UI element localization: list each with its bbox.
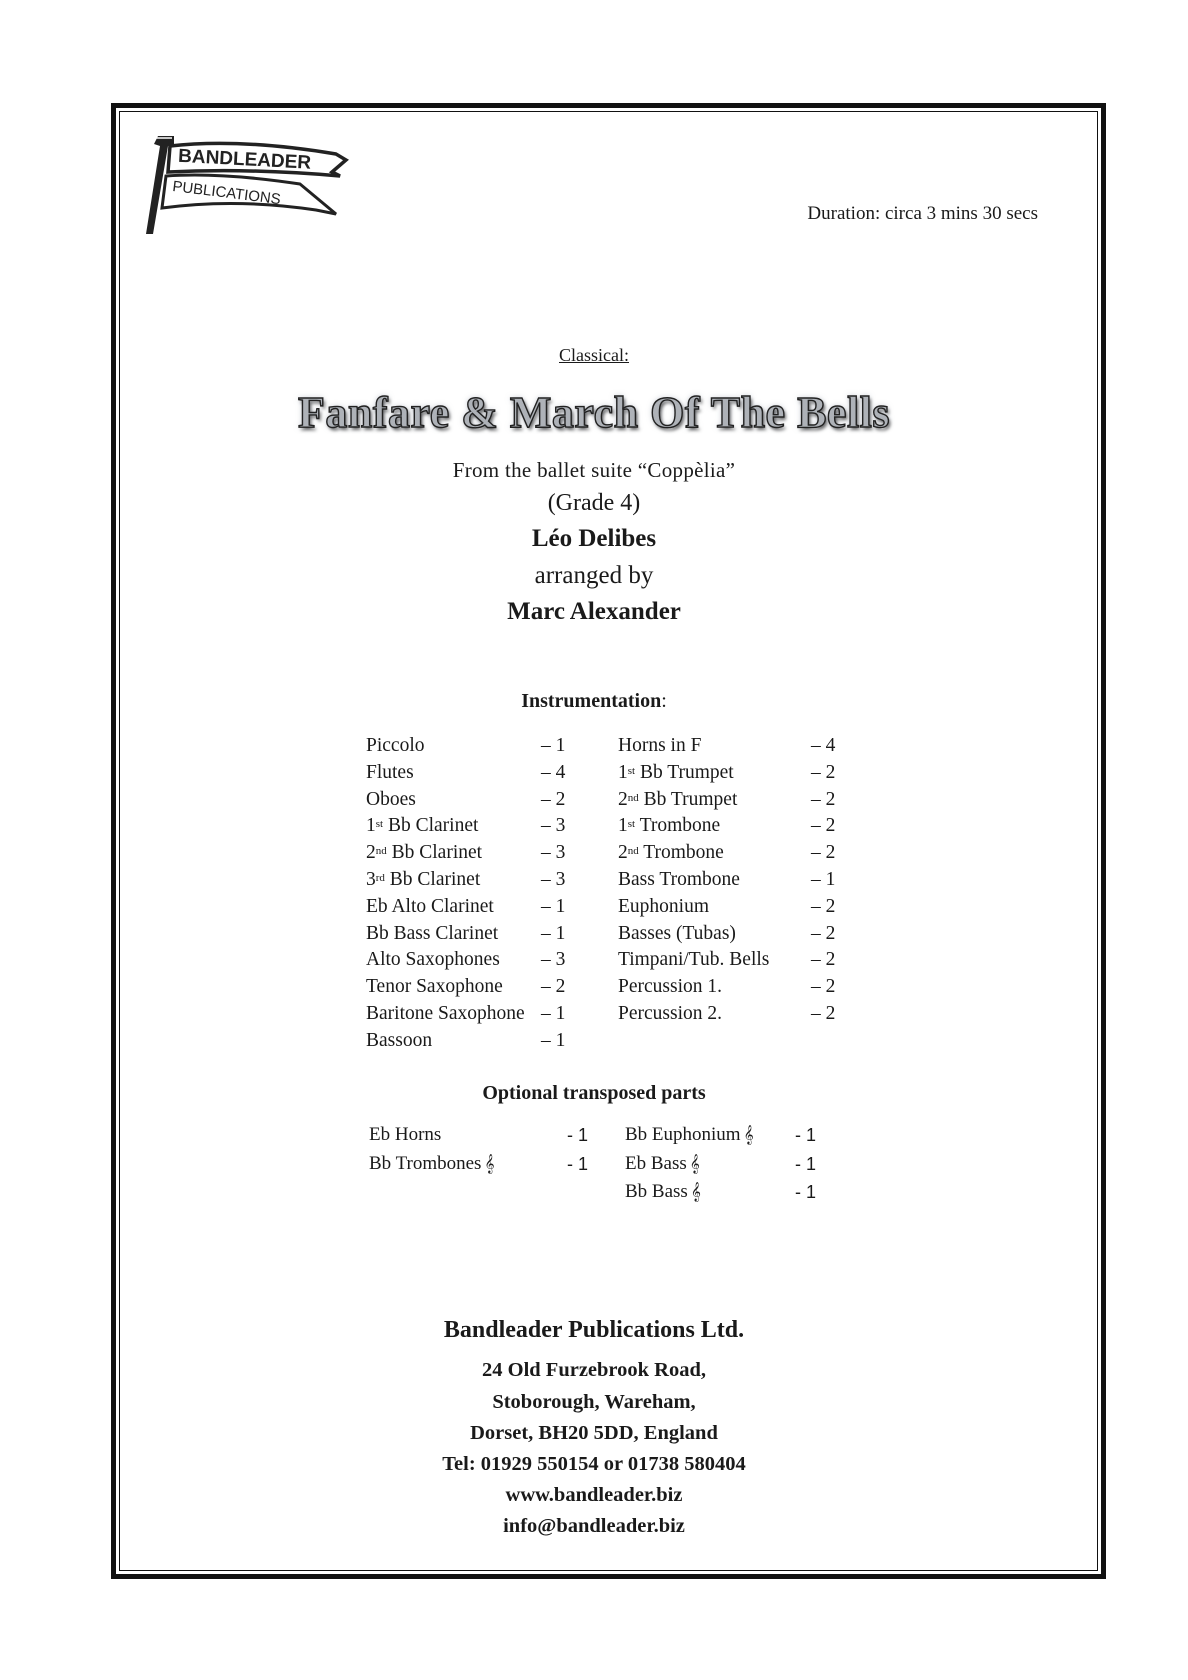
- ordinal-suffix: st: [627, 818, 636, 831]
- instrument-name: [366, 840, 482, 867]
- instrumentation-heading: [0, 690, 1188, 713]
- instrument-quantity: – 2: [541, 788, 566, 810]
- instrument-row: [618, 760, 838, 787]
- optional-part-quantity: - 1: [795, 1182, 817, 1202]
- composer: Léo Delibes: [531, 525, 657, 552]
- instrument-name: [366, 1001, 525, 1028]
- instrument-name-text: 2: [618, 842, 628, 864]
- address-line: Tel: 01929 550154 or 01738 580404: [442, 1453, 746, 1475]
- ordinal-suffix: st: [627, 764, 636, 777]
- instrument-name-rest: Bb Clarinet: [386, 842, 483, 864]
- ordinal-suffix: nd: [627, 791, 639, 804]
- subtitle: From the ballet suite “Coppèlia”: [452, 458, 736, 482]
- instrument-name: [618, 894, 709, 921]
- instrument-row: [618, 813, 838, 840]
- instrument-row: [366, 921, 582, 948]
- grade: (Grade 4): [547, 490, 641, 516]
- instrument-row: [618, 947, 838, 974]
- optional-part-name: Bb Euphonium: [625, 1124, 741, 1145]
- address-line: info@bandleader.biz: [503, 1515, 685, 1537]
- instrument-name-rest: Bb Clarinet: [383, 815, 479, 837]
- instrument-row: [618, 894, 838, 921]
- optional-part-row: [625, 1121, 845, 1150]
- instrument-name-text: Euphonium: [618, 895, 709, 917]
- instrument-name-text: Percussion 2.: [618, 1002, 722, 1024]
- instrument-name-rest: Trombone: [635, 815, 721, 837]
- optional-parts-left: [369, 1121, 594, 1178]
- instrumentation-colon: :: [661, 690, 667, 712]
- instrument-name: [366, 974, 503, 1001]
- instrument-row: [366, 867, 582, 894]
- instrument-quantity: – 2: [541, 976, 566, 998]
- instrument-name-text: Oboes: [366, 788, 416, 810]
- instrument-row: [366, 947, 582, 974]
- instrument-name: [618, 733, 701, 760]
- arranger: Marc Alexander: [507, 598, 681, 625]
- instrument-quantity: – 1: [541, 1002, 566, 1024]
- instrument-name-text: Horns in F: [618, 735, 702, 756]
- instrument-name-text: Alto Saxophones: [366, 949, 500, 971]
- instrument-name-text: Basses (Tubas): [618, 922, 736, 944]
- instrument-row: [366, 1001, 582, 1028]
- ordinal-suffix: st: [375, 818, 384, 831]
- logo-line1: BANDLEADER: [177, 145, 312, 174]
- address-line: www.bandleader.biz: [505, 1484, 683, 1506]
- instrument-quantity: – 2: [811, 788, 836, 810]
- page-border-inner: [119, 111, 1098, 1571]
- ordinal-suffix: nd: [627, 845, 639, 858]
- instrument-row: [618, 787, 838, 814]
- instrument-name-rest: Trombone: [638, 842, 724, 864]
- instrument-name: [618, 787, 737, 814]
- ordinal-suffix: nd: [375, 845, 387, 858]
- optional-part-quantity: - 1: [567, 1153, 589, 1174]
- instrument-quantity: – 2: [811, 949, 836, 971]
- instrument-name-text: Baritone Saxophone: [366, 1002, 525, 1024]
- instrument-row: [618, 867, 838, 894]
- arranged-by: arranged by: [534, 562, 654, 589]
- optional-parts-right: [625, 1121, 845, 1207]
- instrument-quantity: – 2: [811, 761, 836, 783]
- instrument-name-text: 3: [366, 868, 376, 890]
- instrument-row: [618, 733, 838, 760]
- optional-part-row: [369, 1150, 594, 1179]
- instrument-row: [366, 894, 582, 921]
- instrument-name: [366, 733, 425, 760]
- duration: Duration: circa 3 mins 30 secs: [807, 203, 1038, 224]
- instrument-list-right: [618, 733, 838, 1028]
- optional-part-row: [369, 1121, 594, 1150]
- instrument-quantity: – 2: [811, 922, 836, 944]
- instrument-name: [366, 894, 494, 921]
- instrument-name-rest: Bb Trumpet: [635, 761, 734, 783]
- address-line: 24 Old Furzebrook Road,: [482, 1359, 706, 1381]
- instrument-quantity: – 2: [811, 1002, 836, 1024]
- instrument-name: [366, 867, 480, 894]
- treble-clef-icon: 𝄞: [743, 1125, 754, 1144]
- instrument-row: [366, 974, 582, 1001]
- instrument-name: [366, 947, 500, 974]
- instrument-name-text: 1: [618, 815, 628, 837]
- treble-clef-icon: 𝄞: [484, 1153, 495, 1173]
- instrument-name: [618, 974, 722, 1001]
- optional-part-name: Eb Bass: [625, 1152, 687, 1174]
- optional-part-row: [625, 1178, 845, 1207]
- instrument-name-text: 2: [618, 788, 628, 810]
- optional-part-name: Bb Bass: [625, 1181, 688, 1202]
- instrument-name: [618, 840, 724, 867]
- instrument-name-text: Percussion 1.: [618, 976, 722, 998]
- instrument-name: [366, 1028, 432, 1055]
- instrument-name-text: Tenor Saxophone: [366, 976, 503, 998]
- instrument-name: [366, 813, 478, 840]
- instrument-name-rest: Bb Trumpet: [638, 788, 738, 810]
- optional-part-row: [625, 1150, 845, 1179]
- publisher-name: Bandleader Publications Ltd.: [443, 1317, 745, 1343]
- instrument-quantity: – 2: [811, 842, 836, 864]
- instrument-quantity: – 4: [811, 735, 836, 756]
- instrumentation-heading-text: Instrumentation: [521, 690, 662, 712]
- instrument-row: [618, 1001, 838, 1028]
- optional-part-quantity: - 1: [795, 1153, 817, 1174]
- instrument-name-text: Bass Trombone: [618, 868, 740, 890]
- instrument-quantity: – 1: [541, 922, 566, 944]
- instrument-name: [618, 947, 769, 974]
- instrument-row: [366, 733, 582, 760]
- instrument-name-text: Eb Alto Clarinet: [366, 895, 494, 917]
- optional-part-quantity: - 1: [795, 1125, 817, 1145]
- instrument-quantity: – 2: [811, 976, 836, 998]
- instrument-name: [366, 921, 498, 948]
- instrument-name-text: Bassoon: [366, 1029, 433, 1051]
- bandleader-logo: [140, 132, 390, 242]
- optional-part-quantity: - 1: [567, 1125, 589, 1145]
- instrument-name-text: Bb Bass Clarinet: [366, 922, 499, 944]
- address-line: Dorset, BH20 5DD, England: [470, 1422, 718, 1444]
- optional-part-name: Bb Trombones: [369, 1152, 482, 1174]
- instrument-row: [618, 840, 838, 867]
- instrument-name-text: 1: [366, 815, 376, 837]
- instrument-quantity: – 2: [811, 895, 836, 917]
- instrument-name-rest: Bb Clarinet: [384, 868, 481, 890]
- category: Classical:: [559, 345, 629, 365]
- instrument-name-text: Piccolo: [366, 735, 425, 756]
- instrument-quantity: – 1: [541, 735, 566, 756]
- instrument-name: [366, 787, 416, 814]
- optional-parts-heading: Optional transposed parts: [482, 1082, 706, 1104]
- piece-title: Fanfare & March Of The Bells: [297, 388, 891, 437]
- instrument-name-text: 2: [366, 842, 376, 864]
- logo-line2: PUBLICATIONS: [171, 177, 282, 209]
- instrument-name: [618, 813, 720, 840]
- instrument-name-text: Timpani/Tub. Bells: [618, 949, 770, 971]
- address-line: Stoborough, Wareham,: [492, 1391, 696, 1413]
- instrument-quantity: – 3: [541, 868, 566, 890]
- instrument-quantity: – 3: [541, 815, 566, 837]
- instrument-row: [366, 760, 582, 787]
- instrument-name: [618, 867, 740, 894]
- instrument-row: [618, 974, 838, 1001]
- instrument-name-text: Flutes: [366, 761, 414, 783]
- instrument-name: [618, 921, 736, 948]
- treble-clef-icon: 𝄞: [690, 1182, 701, 1201]
- instrument-quantity: – 4: [541, 761, 566, 783]
- instrument-name-text: 1: [618, 761, 628, 783]
- optional-part-name: Eb Horns: [369, 1124, 442, 1145]
- treble-clef-icon: 𝄞: [689, 1153, 700, 1173]
- instrument-row: [366, 813, 582, 840]
- instrument-name: [618, 760, 734, 787]
- instrument-row: [366, 787, 582, 814]
- instrument-name: [366, 760, 414, 787]
- instrument-quantity: – 1: [541, 895, 566, 917]
- instrument-row: [366, 840, 582, 867]
- instrument-quantity: – 2: [811, 815, 836, 837]
- instrument-row: [618, 921, 838, 948]
- instrument-quantity: – 1: [811, 868, 836, 890]
- instrument-name: [618, 1001, 722, 1028]
- instrument-quantity: – 3: [541, 949, 566, 971]
- instrument-list-left: [366, 733, 582, 1055]
- instrument-row: [366, 1028, 582, 1055]
- ordinal-suffix: rd: [375, 871, 385, 884]
- instrument-quantity: – 3: [541, 842, 566, 864]
- instrument-quantity: – 1: [541, 1029, 566, 1051]
